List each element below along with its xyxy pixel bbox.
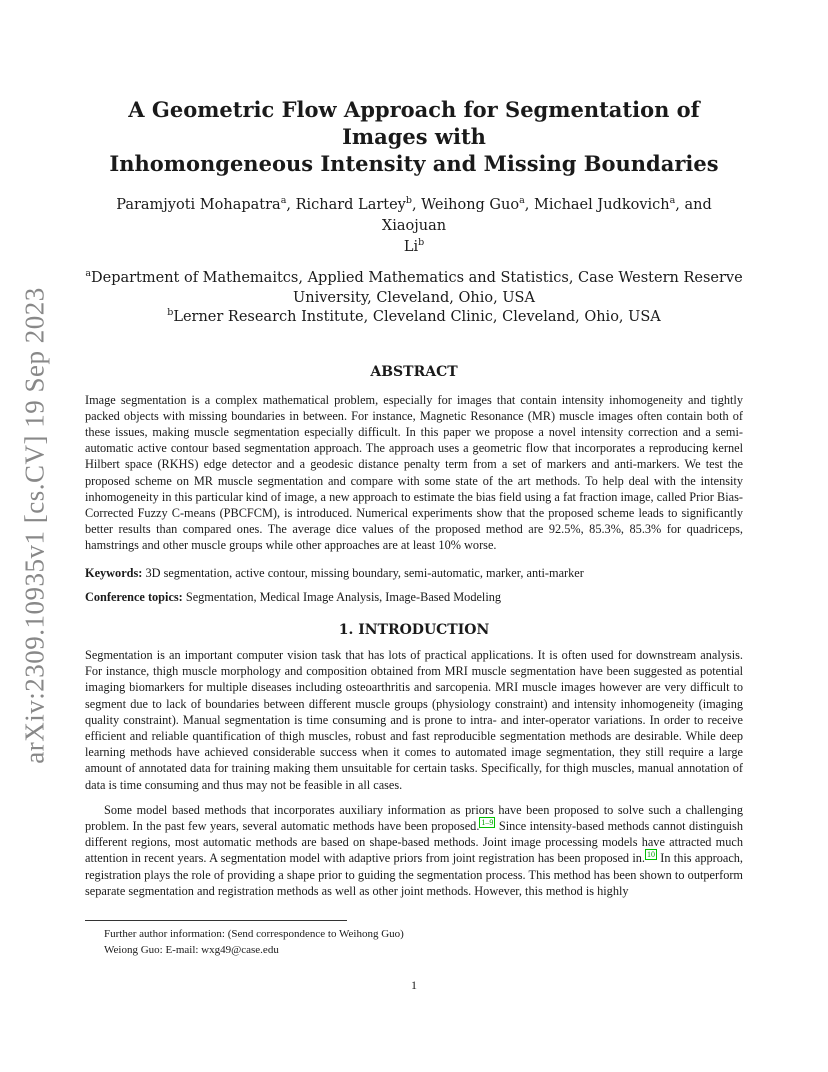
author-name: Paramjyoti Mohapatra [116,197,281,213]
intro-paragraph-2-text: Some model based methods that incorporates auxiliary information as priors have been proposed to solve such a challenging problem. In the past few years, several automatic methods have been proposed. [85,802,743,833]
affiliation-mark: a [85,268,91,280]
affiliation-mark: a [280,195,287,207]
affiliations [85,269,743,328]
intro-paragraph-1: Segmentation is an important computer vision task that has lots of practical applications. It is often used for downstream analysis. For instance, thigh muscle morphology and composition obtained from MRI muscle segmentation have been suggested as potential imaging biomarkers for multiple diseases including osteoarthritis and sarcopenia. MRI muscle images however are very difficult to segment due to lack of boundaries between different muscle groups (physiology constraint) and intensity inhomogeneity (imaging quality constraint). Manual segmentation is time consuming and is prone to intra- and inter-operator variations. In order to receive efficient and reliable quantification of thigh muscles, robust and fast reproducible segmentation methods are desirable. While deep learning methods have achieved considerable success when it comes to automated image segmentation, they still require a large amount of annotated data for training making them unsuitable for certain tasks. Specifically, for thigh muscles, manual annotation of data is time consuming and thus may not be feasible in all cases. [85,647,743,792]
keywords [85,565,743,581]
intro-paragraph-2 [85,802,743,899]
author-name: , and Xiaojuan [381,197,712,234]
affiliation-mark: a [519,195,525,207]
intro-paragraph-2-text: In this approach, registration plays the role of providing a shape prior to guiding the segmentation process. This method has been shown to outperform separate segmentation and registration methods as well as other joint methods. However, this method is highly [85,851,743,898]
keywords-text: 3D segmentation, active contour, missing boundary, semi-automatic, marker, anti-marker [142,565,584,580]
footnote [104,926,404,958]
affiliation-a-line-2: University, Cleveland, Ohio, USA [293,289,535,306]
author-line-2 [85,237,743,258]
author-list [85,195,743,258]
affiliation-b [85,308,743,328]
affiliation-mark: b [418,237,425,249]
intro-paragraph-2-text: Since intensity-based methods cannot distinguish different regions, most automatic methods are based on shape-based methods. Joint image processing models have attracted much attention in recent years. A segmentation model with adaptive priors from joint registration has been proposed in. [85,818,743,866]
arxiv-identifier-text: arXiv:2309.10935v1 [cs.CV] 19 Sep 2023 [19,286,50,764]
affiliation-mark: a [669,195,676,207]
footnote-line-1: Further author information: (Send correspondence to Weihong Guo) [104,928,404,940]
footnote-rule [85,920,347,921]
author-name: , Weihong Guo [411,197,520,213]
paper-title [85,96,743,177]
author-name: Li [403,239,419,255]
affiliation-b-line: Lerner Research Institute, Cleveland Clinic, Cleveland, Ohio, USA [173,309,661,325]
title-line-2: Inhomongeneous Intensity and Missing Boundaries [109,151,719,176]
affiliation-mark: b [405,195,412,207]
conference-topics-label: Conference topics: [85,589,183,604]
citation-link[interactable]: 1–9 [481,817,494,827]
author-line-1 [85,195,743,237]
conference-topics-text: Segmentation, Medical Image Analysis, Image-Based Modeling [182,589,502,604]
author-name: , Richard Lartey [286,197,406,213]
affiliation-a-line-1: Department of Mathemaitcs, Applied Mathematics and Statistics, Case Western Reserve [90,270,743,286]
paper-page [85,0,743,992]
footnote-line-2: Weiong Guo: E-mail: wxg49@case.edu [104,944,279,956]
citation-link[interactable]: 10 [647,850,655,860]
arxiv-identifier [5,286,65,764]
abstract-heading: ABSTRACT [370,363,458,380]
title-line-1: A Geometric Flow Approach for Segmentation of Images with [128,97,700,149]
author-name: , Michael Judkovich [524,197,670,213]
page-number: 1 [411,978,417,992]
conference-topics [85,589,743,605]
affiliation-a [85,269,743,289]
keywords-label: Keywords: [85,565,143,580]
abstract-text: Image segmentation is a complex mathematical problem, especially for images that contain intensity inhomogeneity and tightly packed objects with missing boundaries in between. For instance, Magnetic Resonance (MR) muscle images often contain both of these issues, making muscle segmentation especially difficult. In this paper we propose a novel intensity correction and a semi-automatic active contour based segmentation approach. The approach uses a geometric flow that incorporates a reproducing kernel Hilbert space (RKHS) edge detector and a geodesic distance penalty term from a set of markers and anti-markers. We test the proposed scheme on MR muscle segmentation and compare with some state of the art methods. To help deal with the intensity inhomogeneity in this particular kind of image, a new approach to estimate the bias field using a fat fraction image, called Prior Bias-Corrected Fuzzy C-means (PBCFCM), is introduced. Numerical experiments show that the proposed scheme leads to significantly better results than compared ones. The average dice values of the proposed method are 92.5%, 85.3%, 85.3% for quadriceps, hamstrings and other muscle groups while other approaches are at least 10% worse. [85,392,743,553]
section-heading-introduction: 1. INTRODUCTION [338,621,490,638]
affiliation-mark: b [167,307,174,319]
